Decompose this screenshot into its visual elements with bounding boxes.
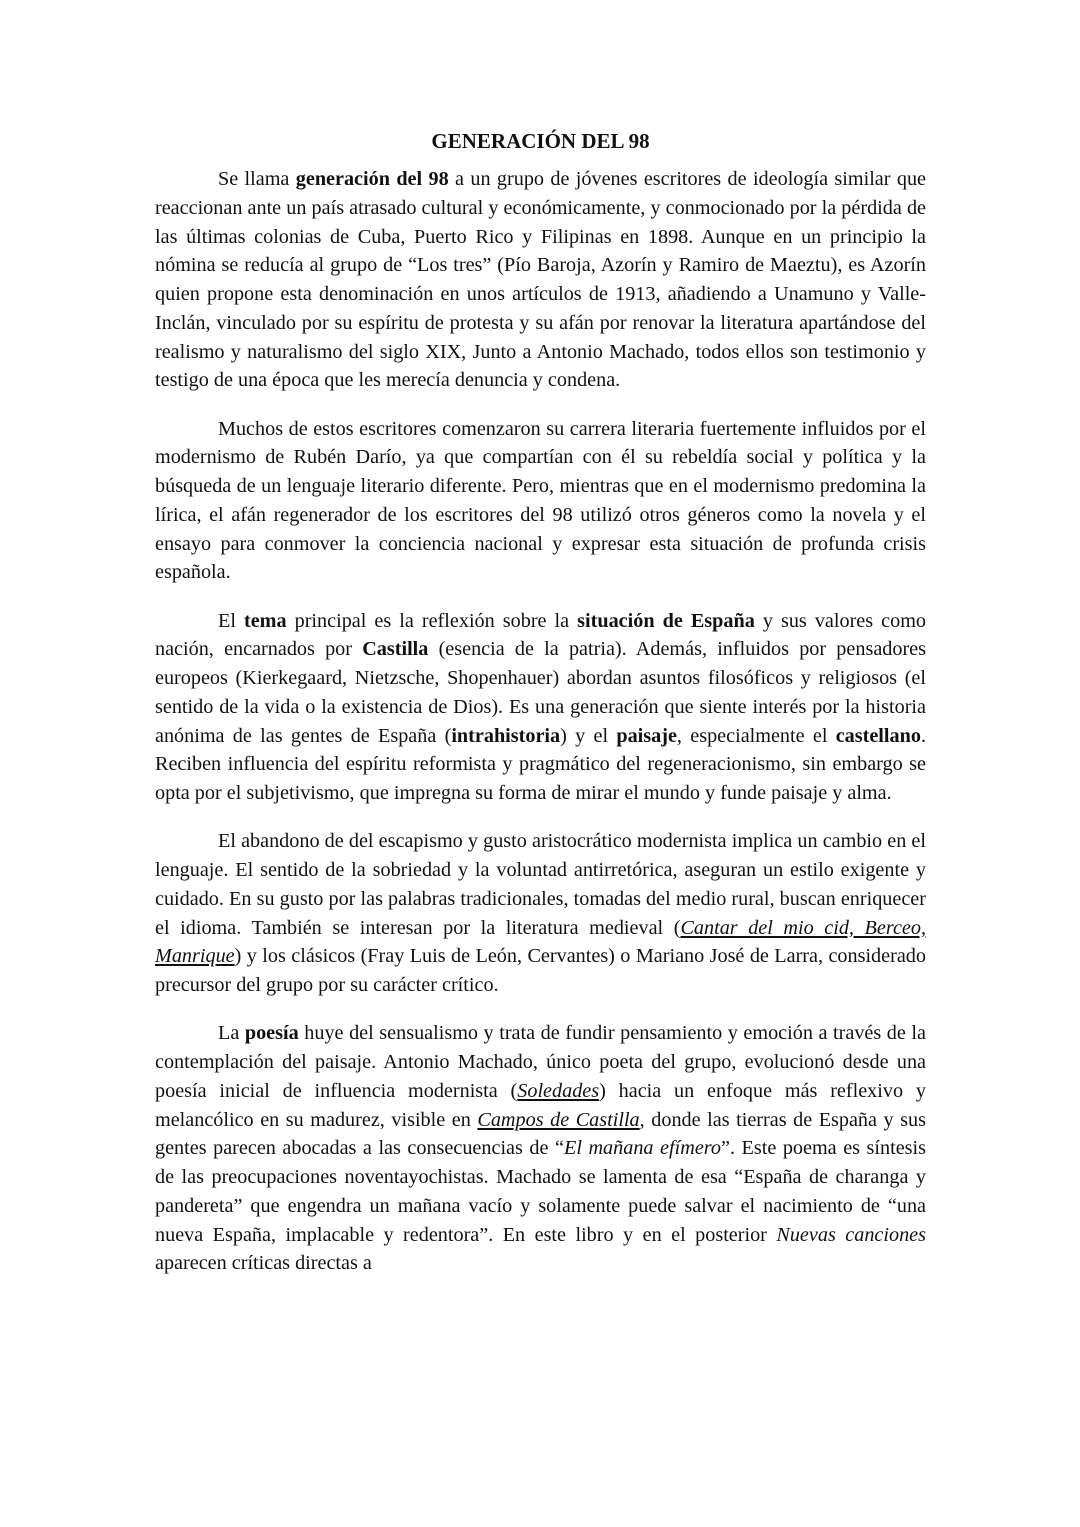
text-run: ) y el <box>560 724 617 747</box>
text-run: La <box>218 1022 245 1045</box>
bold-term: Castilla <box>362 638 429 661</box>
text-run: a un grupo de jóvenes escritores de ideología similar que reaccionan ante un país atrasado cultural y económicamente, y conmocionado por la pérdida de las últimas colonias de Cuba, Puerto Rico y Filipinas en 1898. Aunque en un principio la nómina se reducía al grupo de “Los tres” (Pío Baroja, Azorín y Ramiro de Maeztu), es Azorín quien propone esta denominación en unos artículos de 1913, añadiendo a Unamuno y Valle-Inclán, vinculado por su espíritu de protesta y su afán por renovar la literatura apartándose del realismo y naturalismo del siglo XIX, Junto a Antonio Machado, todos ellos son testimonio y testigo de una época que les merecía denuncia y condena. <box>155 168 927 392</box>
paragraph <box>155 165 926 395</box>
document-page <box>155 127 926 1298</box>
text-run: aparecen críticas directas a <box>155 1252 372 1275</box>
text-run: y sus valores como nación, encarnados por <box>155 609 926 661</box>
text-run: ) y los clásicos (Fray Luis de León, Cervantes) o Mariano José de Larra, considerado precursor del grupo por su carácter crítico. <box>155 945 926 996</box>
bold-term: poesía <box>244 1022 299 1045</box>
text-run: Muchos de estos escritores comenzaron su carrera literaria fuertemente influidos por el modernismo de Rubén Darío, ya que compartían con él su rebeldía social y política y la búsqueda de un lenguaje literario diferente. Pero, mientras que en el modernismo predomina la lírica, el afán regenerador de los escritores del 98 utilizó otros géneros como la novela y el ensayo para conmover la conciencia nacional y expresar esta situación de profunda crisis española. <box>155 417 926 584</box>
document-body <box>155 165 926 1278</box>
document-title: GENERACIÓN DEL 98 <box>431 129 650 153</box>
text-run: ”. Este poema es síntesis de las preocupaciones noventayochistas. Machado se lamenta de esa “España de charanga y pandereta” que engendra un mañana vacío y solamente puede salvar el nacimiento de “una nueva España, implacable y redentora”. En este libro y en el posterior <box>155 1137 927 1246</box>
paragraph <box>155 827 926 1000</box>
text-run: , donde las tierras de España y sus gentes parecen abocadas a las consecuencias de “ <box>155 1108 926 1160</box>
paragraph <box>155 415 926 588</box>
text-run: El abandono de del escapismo y gusto aristocrático modernista implica un cambio en el lenguaje. El sentido de la sobriedad y la voluntad antirretórica, aseguran un estilo exigente y cuidado. En su gusto por las palabras tradicionales, tomadas del medio rural, buscan enriquecer el idioma. También se interesan por la literatura medieval ( <box>155 830 926 939</box>
bold-term: castellano <box>835 724 921 747</box>
text-run: . Reciben influencia del espíritu reformista y pragmático del regeneracionismo, sin embargo se opta por el subjetivismo, que impregna su forma de mirar el mundo y funde paisaje y alma. <box>155 724 926 804</box>
text-run: Se llama <box>218 168 296 190</box>
work-title: Soledades <box>517 1079 600 1102</box>
bold-term: paisaje <box>616 724 677 747</box>
text-run: huye del sensualismo y trata de fundir pensamiento y emoción a través de la contemplación del paisaje. Antonio Machado, único poeta del grupo, evolucionó desde una poesía inicial de influencia modernista ( <box>155 1022 926 1102</box>
paragraph <box>155 607 926 808</box>
bold-term: generación del 98 <box>295 168 449 190</box>
bold-term: intrahistoria <box>451 724 561 747</box>
text-run: El <box>218 609 244 632</box>
work-title: El mañana efímero <box>563 1137 721 1160</box>
text-run: , especialmente el <box>676 724 836 747</box>
text-run: (esencia de la patria). Además, influidos por pensadores europeos (Kierkegaard, Nietzsche, Shopenhauer) abordan asuntos filosóficos y religiosos (el sentido de la vida o la existencia de Dios). Es una generación que siente interés por la historia anónima de las gentes de España ( <box>155 638 927 747</box>
bold-term: tema <box>243 609 287 632</box>
work-title: Nuevas canciones <box>776 1223 926 1246</box>
paragraph <box>155 1019 926 1278</box>
bold-term: situación de España <box>577 609 755 632</box>
work-title: Campos de Castilla <box>477 1108 640 1131</box>
text-run: ) hacia un enfoque más reflexivo y melancólico en su madurez, visible en <box>155 1079 926 1131</box>
work-title: Cantar del mio cid, Berceo, Manrique <box>155 916 927 968</box>
text-run: principal es la reflexión sobre la <box>286 609 578 632</box>
